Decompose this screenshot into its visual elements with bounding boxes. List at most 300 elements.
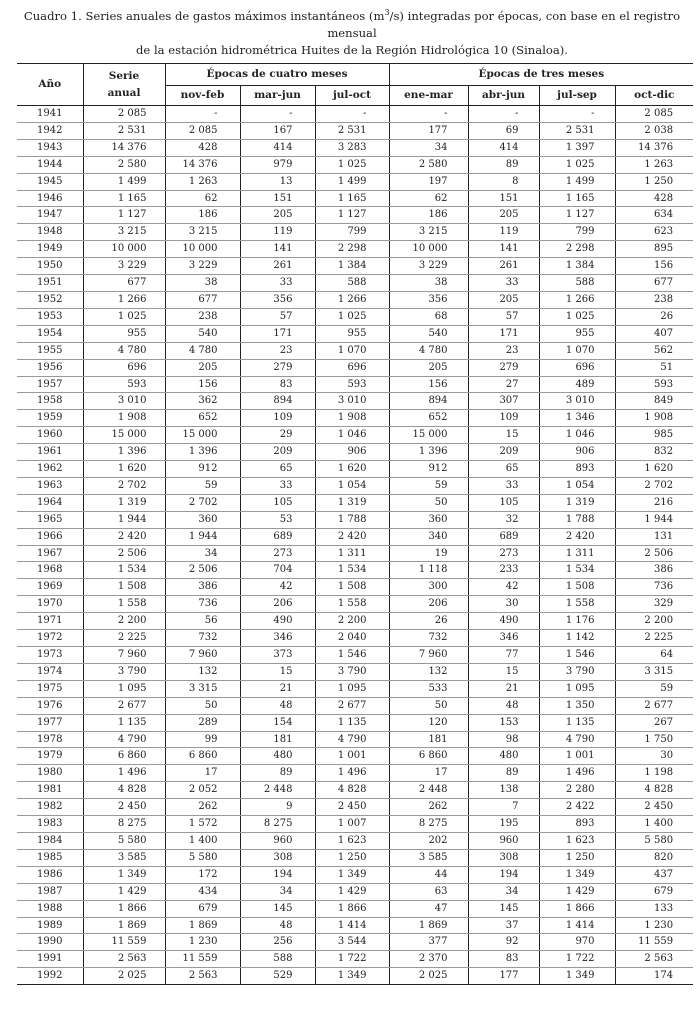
cell-serie-anual: 1 869 <box>83 917 165 934</box>
cell-ene-mar: 533 <box>389 680 468 697</box>
cell-ene-mar: 262 <box>389 799 468 816</box>
cell-jul-sep: 955 <box>539 325 615 342</box>
cell-serie-anual: 1 396 <box>83 444 165 461</box>
cell-nov-feb: 1 396 <box>165 444 240 461</box>
cell-nov-feb: 1 869 <box>165 917 240 934</box>
cell-abr-jun: 27 <box>468 376 539 393</box>
cell-nov-feb: 6 860 <box>165 748 240 765</box>
cell-year: 1971 <box>17 613 83 630</box>
cell-serie-anual: 1 534 <box>83 562 165 579</box>
cell-nov-feb: 56 <box>165 613 240 630</box>
cell-abr-jun: 89 <box>468 156 539 173</box>
cell-year: 1959 <box>17 410 83 427</box>
table-caption <box>14 8 690 59</box>
cell-nov-feb: 428 <box>165 139 240 156</box>
cell-serie-anual: 3 229 <box>83 258 165 275</box>
cell-oct-dic: 985 <box>615 427 693 444</box>
cell-year: 1951 <box>17 275 83 292</box>
cell-abr-jun: 119 <box>468 224 539 241</box>
cell-ene-mar: 7 960 <box>389 647 468 664</box>
cell-nov-feb: 156 <box>165 376 240 393</box>
cell-nov-feb: 652 <box>165 410 240 427</box>
cell-jul-oct: 1 499 <box>315 173 389 190</box>
cell-ene-mar: 3 585 <box>389 849 468 866</box>
cell-nov-feb: 11 559 <box>165 951 240 968</box>
header-col-jul-sep: jul-sep <box>539 86 615 106</box>
cell-ene-mar: 1 869 <box>389 917 468 934</box>
cell-mar-jun: 21 <box>240 680 315 697</box>
cell-mar-jun: 979 <box>240 156 315 173</box>
cell-abr-jun: 15 <box>468 663 539 680</box>
table-row <box>17 934 693 951</box>
cell-jul-sep: 893 <box>539 816 615 833</box>
cell-oct-dic: 1 944 <box>615 511 693 528</box>
table-row <box>17 951 693 968</box>
cell-oct-dic: 64 <box>615 647 693 664</box>
table-row <box>17 647 693 664</box>
cell-mar-jun: 689 <box>240 528 315 545</box>
cell-jul-oct: 1 311 <box>315 545 389 562</box>
cell-serie-anual: 3 215 <box>83 224 165 241</box>
cell-jul-sep: 1 250 <box>539 849 615 866</box>
cell-jul-sep: 1 496 <box>539 765 615 782</box>
cell-oct-dic: 736 <box>615 579 693 596</box>
cell-nov-feb: 7 960 <box>165 647 240 664</box>
table-row <box>17 832 693 849</box>
cell-nov-feb: 3 229 <box>165 258 240 275</box>
cell-jul-oct: 593 <box>315 376 389 393</box>
cell-jul-oct: 1 429 <box>315 883 389 900</box>
cell-year: 1984 <box>17 832 83 849</box>
cell-abr-jun: 151 <box>468 190 539 207</box>
cell-mar-jun: 261 <box>240 258 315 275</box>
cell-oct-dic: 156 <box>615 258 693 275</box>
cell-nov-feb: 205 <box>165 359 240 376</box>
cell-mar-jun: 194 <box>240 866 315 883</box>
cell-nov-feb: 386 <box>165 579 240 596</box>
cell-oct-dic: 1 250 <box>615 173 693 190</box>
table-row <box>17 528 693 545</box>
cell-year: 1978 <box>17 731 83 748</box>
cell-jul-oct: 1 558 <box>315 596 389 613</box>
cell-abr-jun: 490 <box>468 613 539 630</box>
cell-ene-mar: - <box>389 106 468 123</box>
cell-year: 1970 <box>17 596 83 613</box>
cell-abr-jun: 109 <box>468 410 539 427</box>
cell-nov-feb: 360 <box>165 511 240 528</box>
cell-serie-anual: 1 944 <box>83 511 165 528</box>
cell-ene-mar: 894 <box>389 393 468 410</box>
cell-mar-jun: 53 <box>240 511 315 528</box>
cell-serie-anual: 2 580 <box>83 156 165 173</box>
cell-year: 1941 <box>17 106 83 123</box>
cell-serie-anual: 1 025 <box>83 308 165 325</box>
cell-jul-sep: 1 095 <box>539 680 615 697</box>
cell-ene-mar: 3 229 <box>389 258 468 275</box>
cell-year: 1992 <box>17 968 83 985</box>
cell-mar-jun: 373 <box>240 647 315 664</box>
cell-serie-anual: 1 349 <box>83 866 165 883</box>
cell-year: 1945 <box>17 173 83 190</box>
cell-mar-jun: 356 <box>240 291 315 308</box>
cell-mar-jun: 171 <box>240 325 315 342</box>
cell-abr-jun: 414 <box>468 139 539 156</box>
cell-jul-oct: 4 790 <box>315 731 389 748</box>
cell-mar-jun: 48 <box>240 697 315 714</box>
header-serie-line2: anual <box>107 86 141 99</box>
table-row <box>17 342 693 359</box>
cell-nov-feb: 62 <box>165 190 240 207</box>
cell-abr-jun: 83 <box>468 951 539 968</box>
cell-ene-mar: 3 215 <box>389 224 468 241</box>
cell-abr-jun: 233 <box>468 562 539 579</box>
cell-nov-feb: 17 <box>165 765 240 782</box>
cell-ene-mar: 2 370 <box>389 951 468 968</box>
header-group-four-months: Épocas de cuatro meses <box>165 64 389 86</box>
cell-serie-anual: 1 165 <box>83 190 165 207</box>
cell-oct-dic: 832 <box>615 444 693 461</box>
cell-abr-jun: 205 <box>468 291 539 308</box>
cell-mar-jun: 154 <box>240 714 315 731</box>
cell-jul-oct: 3 790 <box>315 663 389 680</box>
cell-abr-jun: 69 <box>468 122 539 139</box>
cell-ene-mar: 47 <box>389 900 468 917</box>
cell-oct-dic: 820 <box>615 849 693 866</box>
cell-oct-dic: 30 <box>615 748 693 765</box>
cell-serie-anual: 7 960 <box>83 647 165 664</box>
cell-mar-jun: 23 <box>240 342 315 359</box>
cell-jul-sep: 1 349 <box>539 968 615 985</box>
cell-jul-oct: 2 420 <box>315 528 389 545</box>
cell-oct-dic: 623 <box>615 224 693 241</box>
cell-serie-anual: 6 860 <box>83 748 165 765</box>
cell-oct-dic: 677 <box>615 275 693 292</box>
cell-jul-oct: 2 040 <box>315 630 389 647</box>
cell-mar-jun: 894 <box>240 393 315 410</box>
cell-serie-anual: 1 127 <box>83 207 165 224</box>
cell-oct-dic: 174 <box>615 968 693 985</box>
cell-oct-dic: 2 038 <box>615 122 693 139</box>
cell-abr-jun: 30 <box>468 596 539 613</box>
cell-jul-oct: 955 <box>315 325 389 342</box>
cell-abr-jun: - <box>468 106 539 123</box>
cell-jul-oct: 1 866 <box>315 900 389 917</box>
cell-year: 1952 <box>17 291 83 308</box>
header-col-abr-jun: abr-jun <box>468 86 539 106</box>
table-row <box>17 258 693 275</box>
cell-jul-sep: 696 <box>539 359 615 376</box>
cell-nov-feb: 34 <box>165 545 240 562</box>
cell-year: 1948 <box>17 224 83 241</box>
cell-oct-dic: 1 620 <box>615 461 693 478</box>
cell-jul-oct: 1 319 <box>315 494 389 511</box>
header-serie-anual <box>83 64 165 106</box>
table-row <box>17 697 693 714</box>
cell-ene-mar: 197 <box>389 173 468 190</box>
table-row <box>17 596 693 613</box>
cell-ene-mar: 202 <box>389 832 468 849</box>
cell-nov-feb: 1 263 <box>165 173 240 190</box>
cell-serie-anual: 1 558 <box>83 596 165 613</box>
cell-abr-jun: 98 <box>468 731 539 748</box>
cell-ene-mar: 1 118 <box>389 562 468 579</box>
cell-oct-dic: 51 <box>615 359 693 376</box>
cell-year: 1961 <box>17 444 83 461</box>
cell-oct-dic: 3 315 <box>615 663 693 680</box>
cell-serie-anual: 2 025 <box>83 968 165 985</box>
cell-mar-jun: 414 <box>240 139 315 156</box>
cell-serie-anual: 2 563 <box>83 951 165 968</box>
cell-jul-sep: 1 623 <box>539 832 615 849</box>
cell-oct-dic: 407 <box>615 325 693 342</box>
cell-jul-sep: 1 142 <box>539 630 615 647</box>
table-row <box>17 410 693 427</box>
cell-jul-oct: 2 531 <box>315 122 389 139</box>
cell-abr-jun: 92 <box>468 934 539 951</box>
cell-ene-mar: 652 <box>389 410 468 427</box>
table-row <box>17 630 693 647</box>
cell-jul-oct: 2 200 <box>315 613 389 630</box>
cell-jul-oct: 1 722 <box>315 951 389 968</box>
cell-year: 1976 <box>17 697 83 714</box>
cell-jul-sep: 1 070 <box>539 342 615 359</box>
cell-nov-feb: 1 572 <box>165 816 240 833</box>
cell-ene-mar: 205 <box>389 359 468 376</box>
cell-nov-feb: 3 315 <box>165 680 240 697</box>
cell-jul-oct: 906 <box>315 444 389 461</box>
cell-mar-jun: 256 <box>240 934 315 951</box>
header-col-mar-jun: mar-jun <box>240 86 315 106</box>
cell-ene-mar: 19 <box>389 545 468 562</box>
cell-serie-anual: 2 677 <box>83 697 165 714</box>
cell-oct-dic: 2 450 <box>615 799 693 816</box>
cell-jul-sep: 3 010 <box>539 393 615 410</box>
cell-ene-mar: 181 <box>389 731 468 748</box>
cell-mar-jun: 9 <box>240 799 315 816</box>
cell-ene-mar: 62 <box>389 190 468 207</box>
cell-jul-oct: 1 095 <box>315 680 389 697</box>
table-row <box>17 680 693 697</box>
cell-serie-anual: 1 266 <box>83 291 165 308</box>
cell-nov-feb: 3 215 <box>165 224 240 241</box>
cell-jul-oct: 1 070 <box>315 342 389 359</box>
cell-mar-jun: 279 <box>240 359 315 376</box>
cell-serie-anual: 2 085 <box>83 106 165 123</box>
cell-oct-dic: 634 <box>615 207 693 224</box>
cell-jul-sep: 1 558 <box>539 596 615 613</box>
cell-jul-sep: 1 319 <box>539 494 615 511</box>
cell-oct-dic: 1 908 <box>615 410 693 427</box>
cell-mar-jun: 48 <box>240 917 315 934</box>
cell-jul-sep: 893 <box>539 461 615 478</box>
table-row <box>17 494 693 511</box>
cell-nov-feb: 50 <box>165 697 240 714</box>
cell-serie-anual: 4 780 <box>83 342 165 359</box>
table-row <box>17 799 693 816</box>
cell-jul-oct: 1 007 <box>315 816 389 833</box>
cell-jul-sep: 1 025 <box>539 308 615 325</box>
cell-mar-jun: 273 <box>240 545 315 562</box>
cell-nov-feb: 99 <box>165 731 240 748</box>
cell-ene-mar: 132 <box>389 663 468 680</box>
cell-mar-jun: 588 <box>240 951 315 968</box>
cell-jul-sep: 1 266 <box>539 291 615 308</box>
cell-jul-sep: 1 384 <box>539 258 615 275</box>
cell-ene-mar: 186 <box>389 207 468 224</box>
cell-year: 1944 <box>17 156 83 173</box>
cell-oct-dic: 679 <box>615 883 693 900</box>
cell-nov-feb: 362 <box>165 393 240 410</box>
cell-jul-sep: 1 346 <box>539 410 615 427</box>
cell-year: 1960 <box>17 427 83 444</box>
cell-year: 1988 <box>17 900 83 917</box>
cell-oct-dic: 895 <box>615 241 693 258</box>
table-row <box>17 461 693 478</box>
table-row <box>17 816 693 833</box>
cell-abr-jun: 195 <box>468 816 539 833</box>
header-serie-line1: Serie <box>108 69 140 82</box>
cell-mar-jun: 83 <box>240 376 315 393</box>
cell-ene-mar: 177 <box>389 122 468 139</box>
cell-oct-dic: 2 085 <box>615 106 693 123</box>
cell-jul-sep: 906 <box>539 444 615 461</box>
cell-jul-oct: 1 127 <box>315 207 389 224</box>
cell-jul-sep: 1 508 <box>539 579 615 596</box>
cell-serie-anual: 4 828 <box>83 782 165 799</box>
cell-nov-feb: 2 052 <box>165 782 240 799</box>
cell-year: 1966 <box>17 528 83 545</box>
cell-serie-anual: 2 702 <box>83 477 165 494</box>
cell-year: 1981 <box>17 782 83 799</box>
cell-mar-jun: 529 <box>240 968 315 985</box>
cell-ene-mar: 2 580 <box>389 156 468 173</box>
cell-year: 1965 <box>17 511 83 528</box>
cell-year: 1987 <box>17 883 83 900</box>
table-row <box>17 427 693 444</box>
cell-abr-jun: 23 <box>468 342 539 359</box>
cell-jul-sep: 1 429 <box>539 883 615 900</box>
cell-year: 1968 <box>17 562 83 579</box>
cell-year: 1973 <box>17 647 83 664</box>
cell-mar-jun: 34 <box>240 883 315 900</box>
cell-ene-mar: 59 <box>389 477 468 494</box>
cell-serie-anual: 1 508 <box>83 579 165 596</box>
cell-year: 1985 <box>17 849 83 866</box>
cell-year: 1956 <box>17 359 83 376</box>
cell-abr-jun: 308 <box>468 849 539 866</box>
cell-oct-dic: 1 750 <box>615 731 693 748</box>
cell-nov-feb: 289 <box>165 714 240 731</box>
cell-abr-jun: 42 <box>468 579 539 596</box>
cell-mar-jun: 57 <box>240 308 315 325</box>
cell-abr-jun: 57 <box>468 308 539 325</box>
cell-ene-mar: 17 <box>389 765 468 782</box>
cell-ene-mar: 44 <box>389 866 468 883</box>
cell-year: 1954 <box>17 325 83 342</box>
cell-jul-sep: 1 311 <box>539 545 615 562</box>
cell-jul-oct: 1 349 <box>315 866 389 883</box>
cell-year: 1974 <box>17 663 83 680</box>
cell-oct-dic: 437 <box>615 866 693 883</box>
cell-jul-oct: 1 623 <box>315 832 389 849</box>
cell-nov-feb: 912 <box>165 461 240 478</box>
caption-line1-a: Cuadro 1. Series anuales de gastos máximos instantáneos (m <box>23 9 385 23</box>
table-row <box>17 545 693 562</box>
cell-ene-mar: 912 <box>389 461 468 478</box>
cell-year: 1949 <box>17 241 83 258</box>
cell-abr-jun: 307 <box>468 393 539 410</box>
cell-nov-feb: 4 780 <box>165 342 240 359</box>
cell-nov-feb: 1 944 <box>165 528 240 545</box>
table-row <box>17 190 693 207</box>
cell-mar-jun: 2 448 <box>240 782 315 799</box>
cell-jul-oct: 588 <box>315 275 389 292</box>
cell-mar-jun: 960 <box>240 832 315 849</box>
cell-oct-dic: 2 677 <box>615 697 693 714</box>
caption-superscript: 3 <box>384 8 390 18</box>
flow-data-table <box>17 63 693 985</box>
cell-jul-sep: 1 165 <box>539 190 615 207</box>
cell-abr-jun: 48 <box>468 697 539 714</box>
cell-jul-oct: 2 298 <box>315 241 389 258</box>
cell-year: 1982 <box>17 799 83 816</box>
cell-oct-dic: 849 <box>615 393 693 410</box>
cell-oct-dic: 5 580 <box>615 832 693 849</box>
table-row <box>17 579 693 596</box>
cell-ene-mar: 356 <box>389 291 468 308</box>
cell-jul-sep: 1 176 <box>539 613 615 630</box>
cell-jul-sep: 1 001 <box>539 748 615 765</box>
cell-nov-feb: 677 <box>165 291 240 308</box>
cell-jul-sep: 2 280 <box>539 782 615 799</box>
cell-jul-sep: 2 420 <box>539 528 615 545</box>
cell-oct-dic: 11 559 <box>615 934 693 951</box>
cell-abr-jun: 15 <box>468 427 539 444</box>
cell-ene-mar: 2 448 <box>389 782 468 799</box>
cell-ene-mar: 50 <box>389 697 468 714</box>
cell-jul-sep: 489 <box>539 376 615 393</box>
cell-oct-dic: 133 <box>615 900 693 917</box>
cell-abr-jun: 145 <box>468 900 539 917</box>
cell-jul-oct: 1 788 <box>315 511 389 528</box>
table-row <box>17 325 693 342</box>
cell-abr-jun: 194 <box>468 866 539 883</box>
cell-mar-jun: 346 <box>240 630 315 647</box>
cell-year: 1957 <box>17 376 83 393</box>
cell-jul-oct: 1 620 <box>315 461 389 478</box>
cell-oct-dic: 59 <box>615 680 693 697</box>
cell-year: 1950 <box>17 258 83 275</box>
cell-jul-oct: 1 025 <box>315 156 389 173</box>
cell-oct-dic: 1 263 <box>615 156 693 173</box>
cell-ene-mar: 34 <box>389 139 468 156</box>
cell-nov-feb: 434 <box>165 883 240 900</box>
cell-nov-feb: 1 400 <box>165 832 240 849</box>
cell-serie-anual: 2 420 <box>83 528 165 545</box>
cell-year: 1977 <box>17 714 83 731</box>
cell-nov-feb: 238 <box>165 308 240 325</box>
cell-mar-jun: 33 <box>240 477 315 494</box>
cell-ene-mar: 377 <box>389 934 468 951</box>
cell-oct-dic: 131 <box>615 528 693 545</box>
cell-abr-jun: 960 <box>468 832 539 849</box>
cell-abr-jun: 89 <box>468 765 539 782</box>
cell-abr-jun: 689 <box>468 528 539 545</box>
cell-jul-oct: 3 010 <box>315 393 389 410</box>
cell-ene-mar: 4 780 <box>389 342 468 359</box>
cell-jul-sep: 588 <box>539 275 615 292</box>
cell-ene-mar: 8 275 <box>389 816 468 833</box>
